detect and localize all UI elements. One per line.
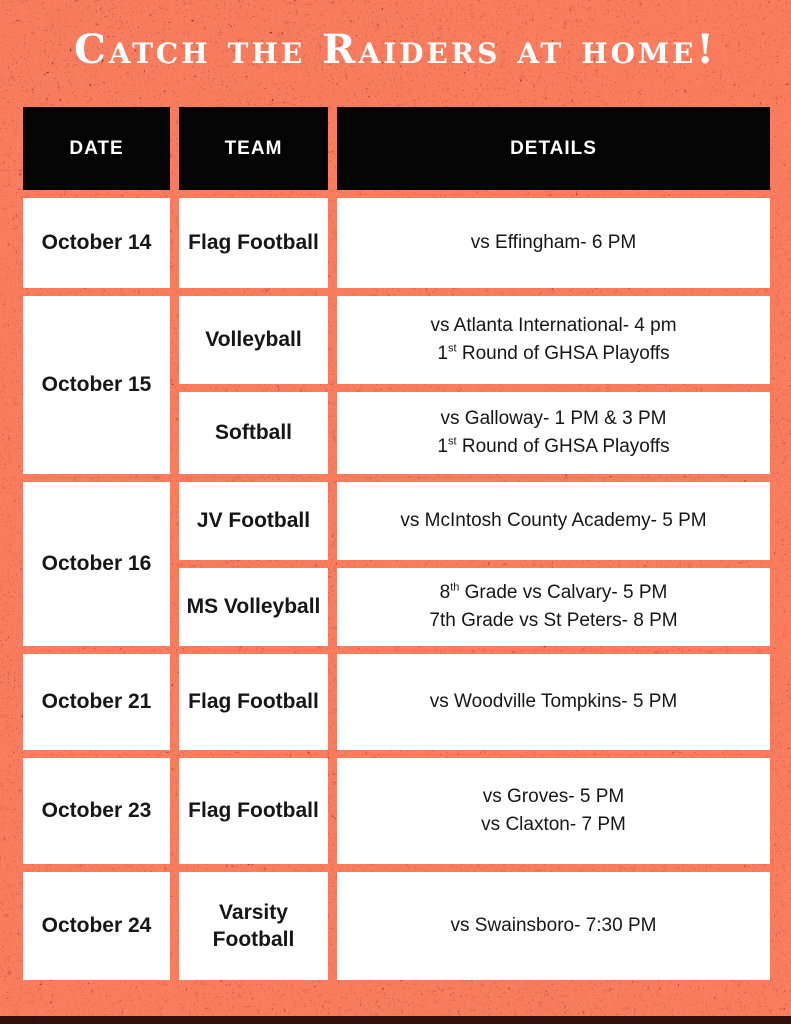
bottom-dark-strip [0, 1016, 791, 1024]
column-header-details: DETAILS [337, 107, 770, 190]
schedule-row [23, 758, 770, 864]
column-header-team: TEAM [179, 107, 328, 190]
column-header-date: DATE [23, 107, 170, 190]
details-line: 8th Grade vs Calvary- 5 PM [439, 582, 668, 604]
details-line: vs Atlanta International- 4 pm [430, 315, 677, 337]
date-cell: October 21 [23, 654, 170, 750]
date-cell: October 16 [23, 482, 170, 646]
details-line: vs McIntosh County Academy- 5 PM [400, 510, 707, 532]
team-cell: Flag Football [179, 198, 328, 288]
schedule-row [23, 654, 770, 750]
header-row [23, 107, 770, 190]
details-cell [337, 654, 770, 750]
team-cell: Volleyball [179, 296, 328, 384]
details-line: vs Effingham- 6 PM [470, 232, 637, 254]
date-cell: October 24 [23, 872, 170, 980]
date-cell: October 14 [23, 198, 170, 288]
schedule-row [23, 296, 770, 384]
details-cell [337, 758, 770, 864]
details-cell [337, 296, 770, 384]
team-cell: Softball [179, 392, 328, 474]
details-cell [337, 568, 770, 646]
team-cell: Varsity Football [179, 872, 328, 980]
team-cell: JV Football [179, 482, 328, 560]
details-cell [337, 392, 770, 474]
date-cell: October 15 [23, 296, 170, 474]
schedule-row [23, 198, 770, 288]
details-line: 1st Round of GHSA Playoffs [437, 342, 670, 364]
details-line: vs Galloway- 1 PM & 3 PM [440, 408, 667, 430]
details-line: vs Groves- 5 PM [482, 786, 625, 808]
date-cell: October 23 [23, 758, 170, 864]
schedule-table [14, 99, 779, 988]
details-line: vs Swainsboro- 7:30 PM [450, 915, 657, 937]
details-line: 7th Grade vs St Peters- 8 PM [429, 610, 678, 631]
details-cell [337, 872, 770, 980]
details-cell [337, 482, 770, 560]
details-line: vs Claxton- 7 PM [481, 814, 626, 835]
team-cell: Flag Football [179, 758, 328, 864]
team-cell: MS Volleyball [179, 568, 328, 646]
page-title: Catch the Raiders at home! [74, 26, 717, 73]
team-cell: Flag Football [179, 654, 328, 750]
details-line: 1st Round of GHSA Playoffs [437, 435, 670, 457]
details-line: vs Woodville Tompkins- 5 PM [429, 691, 678, 713]
schedule-row [23, 482, 770, 560]
details-cell [337, 198, 770, 288]
schedule-row [23, 872, 770, 980]
